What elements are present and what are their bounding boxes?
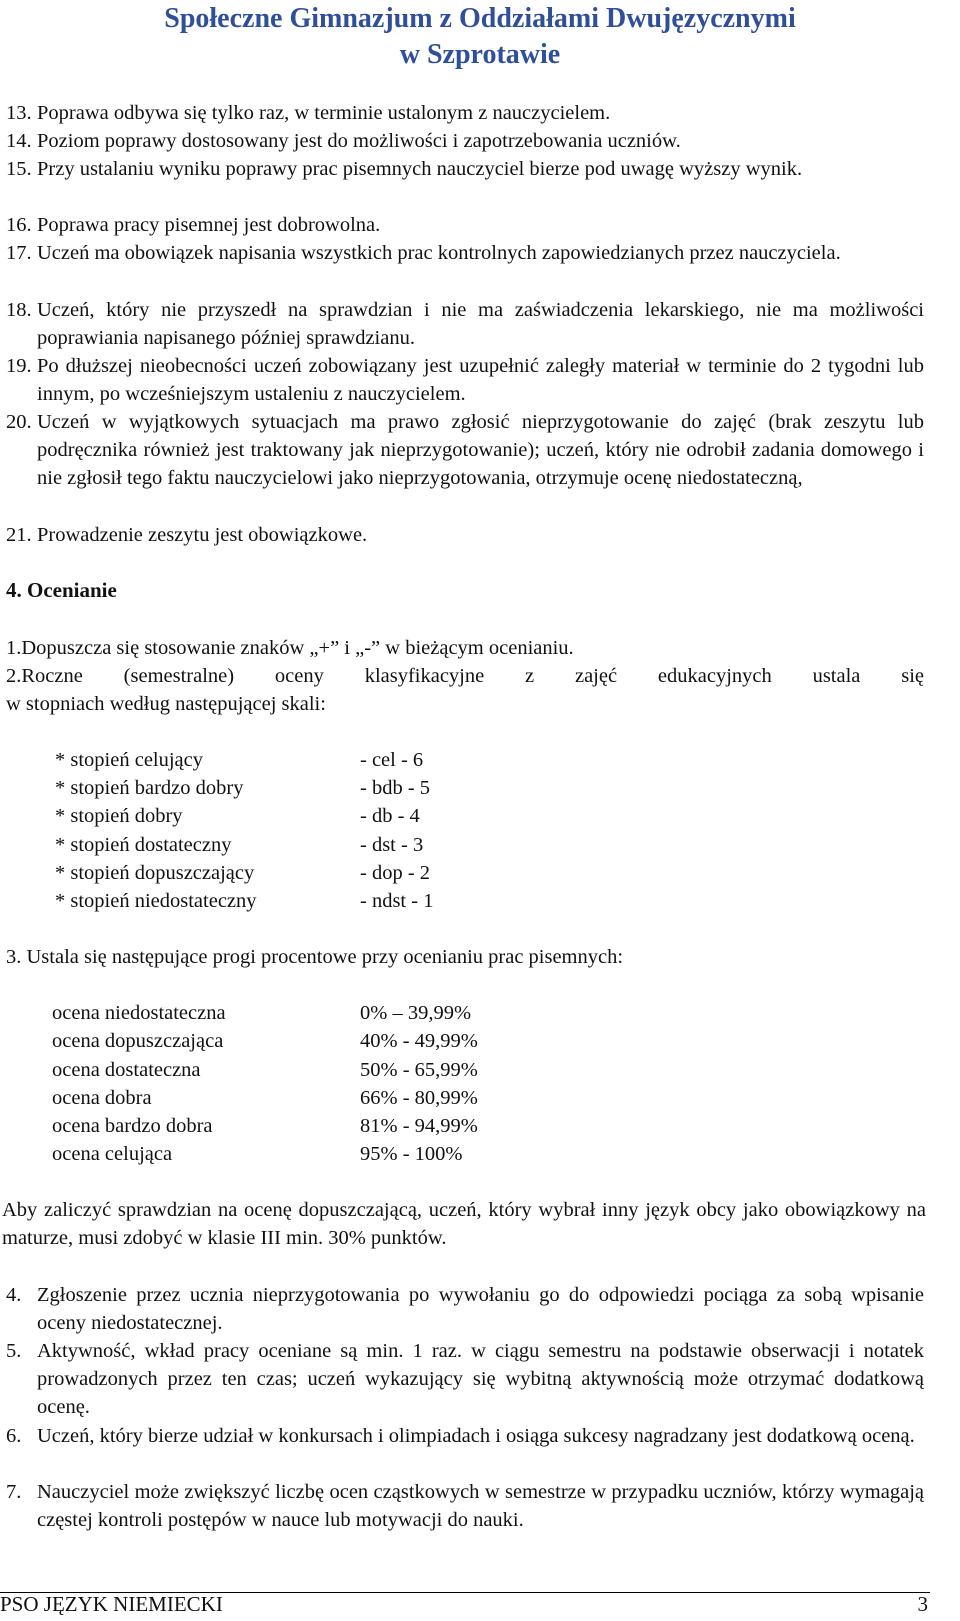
rule-item: [6, 155, 924, 183]
threshold-grade: ocena dopuszczająca: [52, 1030, 224, 1052]
point-text: Zgłoszenie przez ucznia nieprzygotowania po wywołaniu go do odpowiedzi pociąga za sobą wpisanie oceny niedostatecznej.: [37, 1284, 924, 1334]
threshold-row: [52, 1140, 552, 1168]
grade-code: - cel - 6: [360, 749, 424, 771]
threshold-row: [52, 1027, 552, 1055]
grade-code: - ndst - 1: [360, 890, 434, 912]
paragraph: w stopniach według następującej skali:: [6, 693, 326, 715]
rule-item: [6, 521, 924, 549]
point-item: [6, 1281, 924, 1337]
paragraph: Aby zaliczyć sprawdzian na ocenę dopuszczającą, uczeń, który wybrał inny język obcy jako obowiązkowy na maturze, musi zdobyć w klasie III min. 30% punktów.: [2, 1199, 926, 1249]
rule-text: Prowadzenie zeszytu jest obowiązkowe.: [37, 524, 368, 546]
rule-number: 20.: [6, 411, 32, 433]
rule-text: Po dłuższej nieobecności uczeń zobowiązany jest uzupełnić zaległy materiał w terminie do 2 tygodni lub innym, po wcześniejszym ustaleniu z nauczycielem.: [37, 355, 924, 405]
point-number: 7.: [6, 1481, 22, 1503]
point-number: 6.: [6, 1425, 22, 1447]
grade-scale-row: [55, 774, 555, 802]
point-item: [6, 1478, 924, 1534]
paragraph: 2.Roczne (semestralne) oceny klasyfikacyjne z zajęć edukacyjnych ustala się: [6, 665, 924, 687]
threshold-range: 50% - 65,99%: [360, 1059, 478, 1081]
grade-code: - dop - 2: [360, 862, 431, 884]
rule-item: [6, 99, 924, 127]
grade-name: * stopień bardzo dobry: [55, 777, 244, 799]
threshold-range: 40% - 49,99%: [360, 1030, 478, 1052]
point-text: Nauczyciel może zwiększyć liczbę ocen cząstkowych w semestrze w przypadku uczniów, którzy wymagają częstej kontroli postępów w nauce lub motywacji do nauki.: [37, 1481, 924, 1531]
point-number: 5.: [6, 1340, 22, 1362]
page-footer: [0, 1592, 960, 1621]
rule-number: 14.: [6, 130, 32, 152]
threshold-range: 66% - 80,99%: [360, 1087, 478, 1109]
grade-scale-row: [55, 831, 555, 859]
grade-name: * stopień niedostateczny: [55, 890, 257, 912]
rule-item: [6, 127, 924, 155]
rule-number: 15.: [6, 158, 32, 180]
school-name-line2: w Szprotawie: [399, 39, 561, 70]
grade-code: - dst - 3: [360, 834, 424, 856]
rule-text: Poziom poprawy dostosowany jest do możliwości i zapotrzebowania uczniów.: [37, 130, 681, 152]
grade-code: - bdb - 5: [360, 777, 431, 799]
grade-scale-row: [55, 802, 555, 830]
threshold-row: [52, 999, 552, 1027]
rule-text: Poprawa odbywa się tylko raz, w terminie ustalonym z nauczycielem.: [37, 102, 611, 124]
section-heading: 4. Ocenianie: [6, 578, 117, 602]
threshold-grade: ocena bardzo dobra: [52, 1115, 213, 1137]
threshold-grade: ocena dobra: [52, 1087, 152, 1109]
threshold-grade: ocena niedostateczna: [52, 1002, 226, 1024]
threshold-grade: ocena celująca: [52, 1143, 173, 1165]
rule-item: [6, 239, 924, 267]
paragraph: 3. Ustala się następujące progi procentowe przy ocenianiu prac pisemnych:: [6, 946, 624, 968]
point-text: Uczeń, który bierze udział w konkursach i olimpiadach i osiąga sukcesy nagradzany jest dodatkową oceną.: [37, 1425, 915, 1447]
rule-item: [6, 296, 924, 352]
threshold-row: [52, 1112, 552, 1140]
footer-title: PSO JĘZYK NIEMIECKI: [0, 1592, 223, 1616]
rule-text: Uczeń w wyjątkowych sytuacjach ma prawo zgłosić nieprzygotowanie do zajęć (brak zeszytu lub podręcznika również jest traktowany jak nieprzygotowanie); uczeń, który nie odrobił zadania domowego i nie zgłosił tego faktu nauczycielowi jako nieprzygotowania, otrzymuje ocenę niedostateczną,: [37, 411, 924, 489]
page-number: 3: [917, 1592, 928, 1616]
rule-number: 16.: [6, 214, 32, 236]
rule-item: [6, 211, 924, 239]
rule-item: [6, 408, 924, 492]
point-item: [6, 1422, 924, 1450]
grade-scale-row: [55, 746, 555, 774]
grade-scale-row: [55, 887, 555, 915]
rule-item: [6, 352, 924, 408]
rule-number: 13.: [6, 102, 32, 124]
threshold-grade: ocena dostateczna: [52, 1059, 201, 1081]
rule-number: 17.: [6, 242, 32, 264]
threshold-range: 95% - 100%: [360, 1143, 463, 1165]
rule-text: Przy ustalaniu wyniku poprawy prac pisemnych nauczyciel bierze pod uwagę wyższy wynik.: [37, 158, 803, 180]
rule-number: 18.: [6, 299, 32, 321]
rule-text: Poprawa pracy pisemnej jest dobrowolna.: [37, 214, 381, 236]
school-name-line1: Społeczne Gimnazjum z Oddziałami Dwujęzycznymi: [164, 3, 796, 34]
rule-number: 19.: [6, 355, 32, 377]
threshold-range: 0% – 39,99%: [360, 1002, 472, 1024]
grade-name: * stopień dopuszczający: [55, 862, 255, 884]
grade-code: - db - 4: [360, 805, 420, 827]
grade-name: * stopień dobry: [55, 805, 183, 827]
grade-name: * stopień celujący: [55, 749, 204, 771]
grade-name: * stopień dostateczny: [55, 834, 232, 856]
point-item: [6, 1337, 924, 1421]
paragraph: 1.Dopuszcza się stosowanie znaków „+” i „-” w bieżącym ocenianiu.: [6, 637, 574, 659]
point-text: Aktywność, wkład pracy oceniane są min. 1 raz. w ciągu semestru na podstawie obserwacji i notatek prowadzonych przez ten czas; uczeń wykazujący się wybitną aktywnością może otrzymać dodatkową ocenę.: [37, 1340, 924, 1418]
threshold-row: [52, 1056, 552, 1084]
rule-text: Uczeń, który nie przyszedł na sprawdzian i nie ma zaświadczenia lekarskiego, nie ma możliwości poprawiania napisanego później sprawdzianu.: [37, 299, 924, 349]
threshold-range: 81% - 94,99%: [360, 1115, 478, 1137]
grade-scale-row: [55, 859, 555, 887]
rule-text: Uczeń ma obowiązek napisania wszystkich prac kontrolnych zapowiedzianych przez nauczyciela.: [37, 242, 841, 264]
rule-number: 21.: [6, 524, 32, 546]
threshold-row: [52, 1084, 552, 1112]
point-number: 4.: [6, 1284, 22, 1306]
